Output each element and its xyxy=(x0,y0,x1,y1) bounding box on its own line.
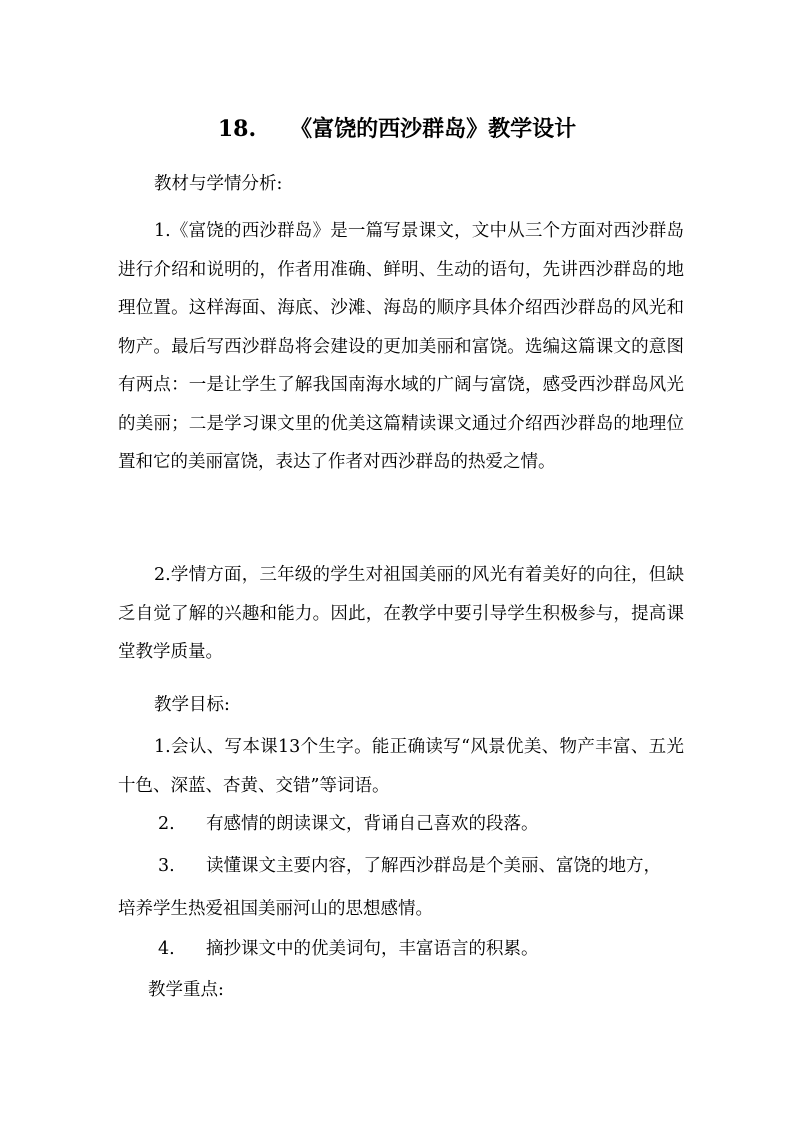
goal-number: 4. xyxy=(158,939,175,959)
goal-text: 有感情的朗读课文，背诵自己喜欢的段落。 xyxy=(206,814,539,834)
title-text: 《富饶的西沙群岛》教学设计 xyxy=(290,116,577,142)
section-heading-analysis: 教材与学情分析: xyxy=(154,174,283,194)
paragraph-text: 2.学情方面，三年级的学生对祖国美丽的风光有着美好的向往，但缺乏自觉了解的兴趣和能力。因此，在教学中要引导学生积极参与，提高课堂教学质量。 xyxy=(118,565,684,662)
goal-text: 1.会认、写本课13个生字。能正确读写“风景优美、物产丰富、五光十色、深蓝、杏黄、交错”等词语。 xyxy=(118,737,684,796)
goal-number: 2. xyxy=(158,814,175,834)
goal-item-1 xyxy=(118,728,684,805)
page-title xyxy=(0,116,794,142)
section-heading-goals: 教学目标: xyxy=(154,695,230,715)
goal-item-4 xyxy=(158,938,539,960)
goal-text: 摘抄课文中的优美词句，丰富语言的积累。 xyxy=(206,939,539,959)
goal-text: 读懂课文主要内容，了解西沙群岛是个美丽、富饶的地方， xyxy=(206,856,661,876)
section-heading-focus: 教学重点: xyxy=(148,980,224,1000)
goal-item-3-continuation: 培养学生热爱祖国美丽河山的思想感情。 xyxy=(118,899,433,919)
paragraph-textbook-analysis xyxy=(118,212,684,482)
title-number: 18. xyxy=(217,116,257,142)
paragraph-text: 1.《富饶的西沙群岛》是一篇写景课文，文中从三个方面对西沙群岛进行介绍和说明的，作者用准确、鲜明、生动的语句，先讲西沙群岛的地理位置。这样海面、海底、沙滩、海岛的顺序具体介绍西沙群岛的风光和物产。最后写西沙群岛将会建设的更加美丽和富饶。选编这篇课文的意图有两点：一是让学生了解我国南海水域的广阔与富饶，感受西沙群岛风光的美丽；二是学习课文里的优美这篇精读课文通过介绍西沙群岛的地理位置和它的美丽富饶，表达了作者对西沙群岛的热爱之情。 xyxy=(118,221,684,472)
goal-number: 3. xyxy=(158,856,175,876)
goal-item-2 xyxy=(158,813,539,835)
paragraph-student-analysis xyxy=(118,556,684,672)
goal-item-3 xyxy=(158,855,661,877)
